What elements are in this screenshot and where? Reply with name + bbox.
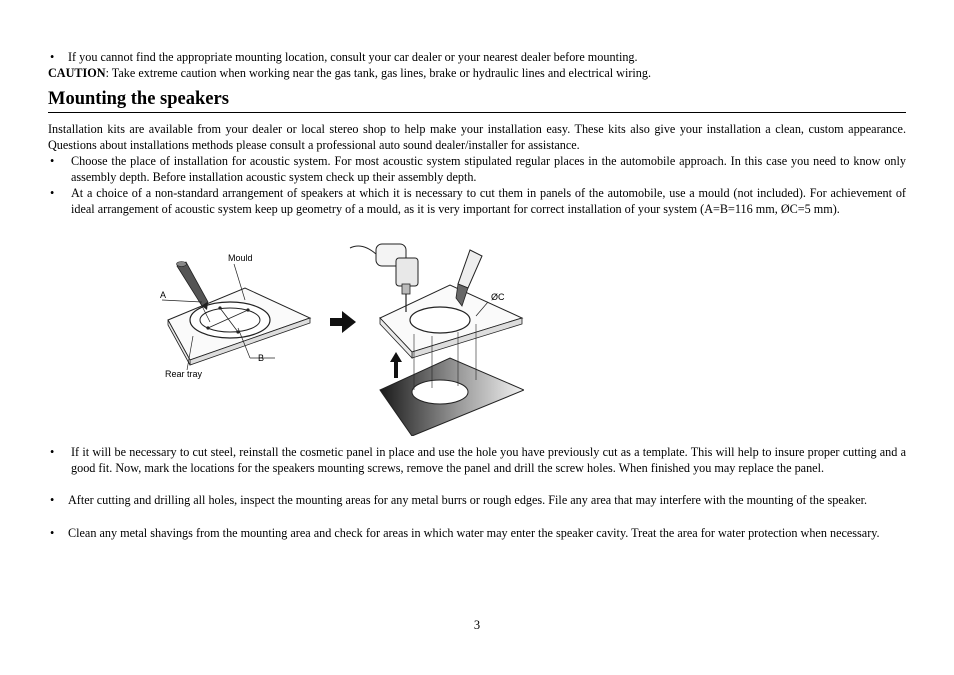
intro-bullet-text: If you cannot find the appropriate mounting location, consult your car dealer or your nearest dealer before mounting. [68, 50, 638, 64]
caution-text: : Take extreme caution when working near the gas tank, gas lines, brake or hydraulic lines and electrical wiring. [105, 66, 652, 80]
metal-sheet [380, 358, 524, 436]
bullet-glyph: • [50, 50, 55, 64]
list-item [48, 153, 906, 185]
rear-tray-label: Rear tray [165, 369, 203, 379]
caution-label: CAUTION [48, 66, 106, 80]
arrow-right-icon [330, 311, 356, 333]
list-item-text: At a choice of a non-standard arrangement of speakers at which it is necessary to cut them in panels of the automobile, use a mould (not included). For achievement of ideal arrangement of acoustic system keep up geometry of a mould, as it is very important for correct installation of your system (A=B=116 mm, ØC=5 mm). [71, 186, 906, 217]
bullet-glyph: • [50, 186, 55, 200]
bullet-glyph: • [50, 445, 55, 459]
bullet-glyph: • [50, 493, 55, 507]
list-item-text: If it will be necessary to cut steel, reinstall the cosmetic panel in place and use the hole you have previously cut as a template. This will help to insure proper cutting and a good fit. Now, mark the locations for the speakers mounting screws, remove the panel and drill the screw holes. When finished you may replace the panel. [71, 445, 906, 476]
mould-label: Mould [228, 253, 253, 263]
intro-bullet [48, 49, 906, 65]
bullet-glyph: • [50, 154, 55, 168]
section-title: Mounting the speakers [48, 89, 229, 109]
drill-icon [350, 244, 418, 312]
list-item [48, 185, 906, 217]
list-item-text: Clean any metal shavings from the mounting area and check for areas in which water may enter the speaker cavity. Treat the area for water protection when necessary. [68, 526, 880, 540]
bullet-glyph: • [50, 526, 55, 540]
arrow-up-icon [390, 352, 402, 378]
mounting-diagram [150, 240, 524, 436]
heading-rule [48, 112, 906, 113]
label-a: A [160, 290, 167, 300]
list-item-text: Choose the place of installation for acoustic system. For most acoustic system stipulated regular places in the automobile approach. In this case you need to know only assembly depth. Before installation acoustic system check up their assembly depth. [71, 154, 906, 185]
list-item [48, 525, 906, 541]
caution-line [48, 65, 906, 81]
list-item [48, 444, 906, 476]
intro-paragraph: Installation kits are available from your dealer or local stereo shop to help make your installation easy. These kits also give your installation a clean, custom appearance. Questions about installations methods please consult a professional auto sound dealer/installer for assistance. [48, 122, 906, 153]
list-item-text: After cutting and drilling all holes, inspect the mounting areas for any metal burrs or rough edges. File any area that may interfere with the mounting of the speaker. [68, 493, 868, 507]
mounting-illustration [150, 240, 524, 436]
page-number: 3 [473, 618, 481, 632]
diameter-c-label: ØC [491, 292, 505, 302]
pencil-icon [177, 262, 209, 311]
mould-template [190, 302, 270, 338]
list-item [48, 492, 906, 508]
label-b: B [258, 353, 265, 363]
